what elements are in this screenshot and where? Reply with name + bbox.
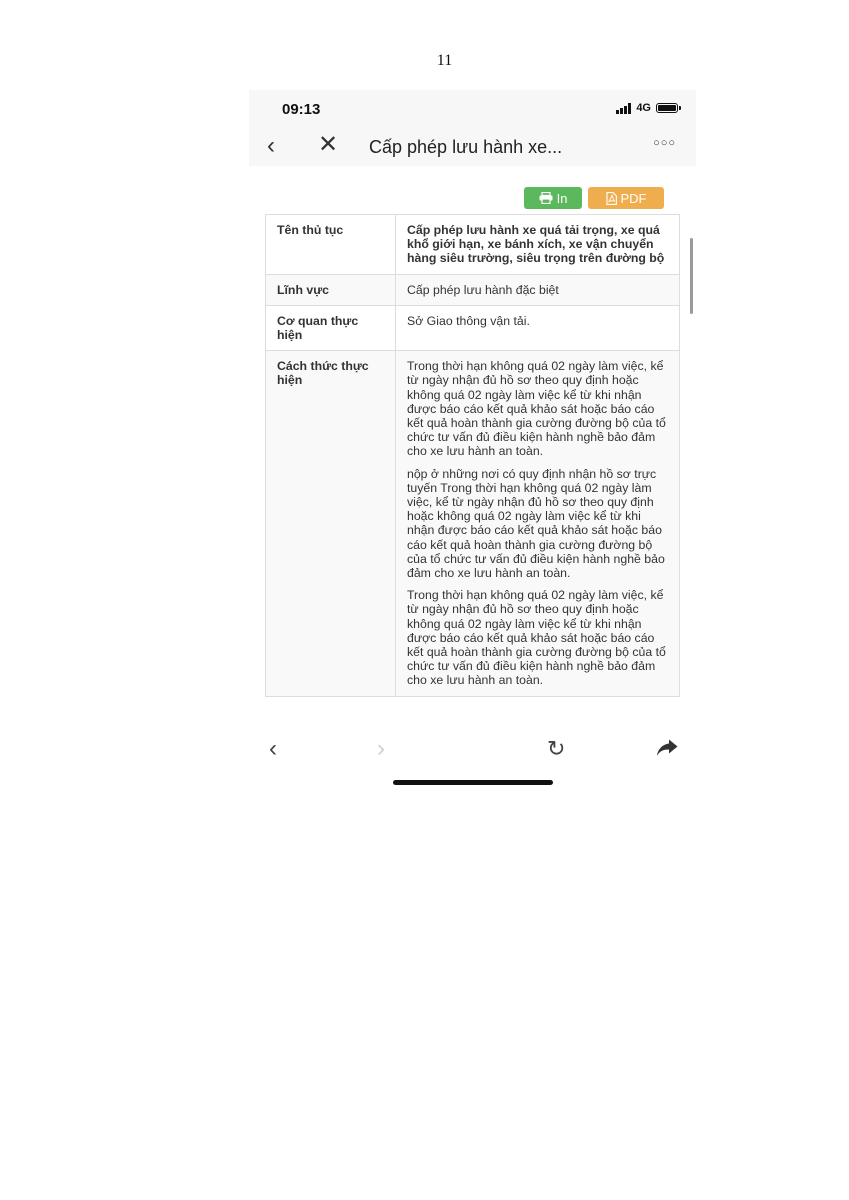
row-label: Cách thức thực hiện — [266, 351, 396, 696]
table-row — [266, 274, 680, 305]
table-row — [266, 215, 680, 275]
status-time: 09:13 — [282, 101, 321, 118]
page-number: 11 — [436, 52, 453, 69]
forward-icon[interactable]: › — [377, 735, 385, 762]
status-indicators — [616, 102, 678, 114]
row-label: Tên thủ tục — [266, 215, 396, 275]
print-button-label: In — [556, 190, 568, 206]
reload-icon[interactable]: ↻ — [547, 736, 566, 761]
signal-icon — [616, 103, 631, 114]
battery-icon — [656, 103, 678, 113]
method-paragraph: Trong thời hạn không quá 02 ngày làm việc, kể từ ngày nhận đủ hồ sơ theo quy định hoặc không quá 02 ngày làm việc kể từ khi nhận được báo cáo kết quả khảo sát hoặc báo cáo kết quả hoàn thành gia cường đường bộ của tổ chức tư vấn đủ điều kiện hành nghề bảo đảm cho xe lưu hành an toàn. — [407, 588, 666, 688]
printer-icon — [539, 192, 553, 204]
close-icon[interactable]: ✕ — [318, 131, 339, 158]
row-label: Lĩnh vực — [266, 274, 396, 305]
browser-toolbar — [249, 735, 696, 765]
procedure-table-container[interactable] — [265, 214, 680, 735]
method-paragraph: Trong thời hạn không quá 02 ngày làm việc, kể từ ngày nhận đủ hồ sơ theo quy định hoặc không quá 02 ngày làm việc kể từ khi nhận được báo cáo kết quả khảo sát hoặc báo cáo kết quả hoàn thành gia cường đường bộ của tổ chức tư vấn đủ điều kiện hành nghề bảo đảm cho xe lưu hành an toàn. — [407, 359, 666, 459]
phone-screenshot — [249, 90, 696, 795]
table-row — [266, 351, 680, 696]
status-bar — [249, 90, 696, 128]
pdf-button-label: PDF — [620, 190, 647, 206]
share-arrow-icon[interactable] — [656, 739, 678, 757]
row-label: Cơ quan thực hiện — [266, 305, 396, 350]
home-indicator — [393, 780, 553, 785]
table-row — [266, 305, 680, 350]
procedure-table — [265, 214, 680, 697]
method-value — [396, 351, 680, 696]
procedure-name-value: Cấp phép lưu hành xe quá tải trọng, xe quá khổ giới hạn, xe bánh xích, xe vận chuyển hàng siêu trường, siêu trọng trên đường bộ — [396, 215, 680, 275]
back-icon[interactable]: ‹ — [269, 735, 277, 762]
agency-value: Sở Giao thông vận tải. — [396, 305, 680, 350]
page-title: Cấp phép lưu hành xe... — [369, 137, 563, 157]
method-paragraph: nộp ở những nơi có quy định nhận hồ sơ trực tuyến Trong thời hạn không quá 02 ngày làm việc, kể từ ngày nhận đủ hồ sơ theo quy định hoặc không quá 02 ngày làm việc kể từ khi nhận được báo cáo kết quả khảo sát hoặc báo cáo kết quả hoàn thành gia cường đường bộ của tổ chức tư vấn đủ điều kiện hành nghề bảo đảm cho xe lưu hành an toàn. — [407, 466, 665, 581]
print-button[interactable] — [524, 187, 582, 209]
field-value: Cấp phép lưu hành đặc biệt — [396, 274, 680, 305]
nav-bar — [249, 128, 696, 166]
scrollbar[interactable] — [690, 238, 693, 314]
network-type: 4G — [636, 102, 651, 114]
more-options-icon[interactable]: ○○○ — [653, 137, 676, 149]
pdf-button[interactable] — [588, 187, 664, 209]
back-icon[interactable]: ‹ — [267, 132, 275, 159]
pdf-file-icon — [606, 192, 617, 205]
